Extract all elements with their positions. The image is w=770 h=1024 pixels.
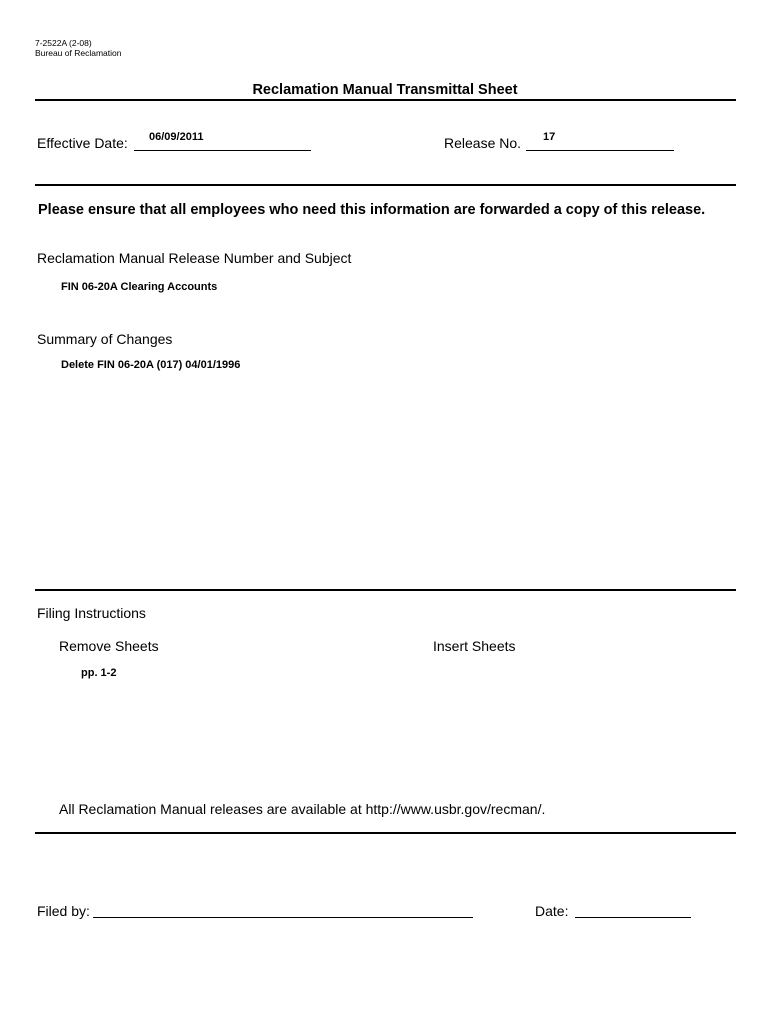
date-underline xyxy=(575,917,691,918)
remove-sheets-label: Remove Sheets xyxy=(59,638,159,654)
availability-note: All Reclamation Manual releases are available at http://www.usbr.gov/recman/. xyxy=(59,801,546,817)
distribution-notice: Please ensure that all employees who need this information are forwarded a copy of this release. xyxy=(38,202,706,218)
filed-by-label: Filed by: xyxy=(37,903,90,919)
effective-date-value[interactable]: 06/09/2011 xyxy=(149,131,204,143)
release-subject-label: Reclamation Manual Release Number and Subject xyxy=(37,250,352,266)
filing-divider xyxy=(35,589,736,591)
effective-date-label: Effective Date: xyxy=(37,135,128,151)
filed-by-underline xyxy=(93,917,473,918)
title-divider xyxy=(35,99,736,101)
date-label: Date: xyxy=(535,903,569,919)
summary-value: Delete FIN 06-20A (017) 04/01/1996 xyxy=(61,359,241,371)
insert-sheets-label: Insert Sheets xyxy=(433,638,516,654)
page-title: Reclamation Manual Transmittal Sheet xyxy=(252,82,518,98)
footer-divider xyxy=(35,832,736,834)
agency-name: Bureau of Reclamation xyxy=(35,48,122,58)
effective-date-underline xyxy=(134,150,311,151)
release-no-underline xyxy=(526,150,674,151)
release-no-label: Release No. xyxy=(444,135,522,151)
form-number: 7-2522A (2-08) xyxy=(35,38,92,48)
release-no-value[interactable]: 17 xyxy=(543,131,556,143)
section-divider xyxy=(35,184,736,186)
summary-label: Summary of Changes xyxy=(37,331,173,347)
filing-instructions-label: Filing Instructions xyxy=(37,605,146,621)
remove-sheets-value: pp. 1-2 xyxy=(81,667,117,679)
release-subject-value: FIN 06-20A Clearing Accounts xyxy=(61,281,218,293)
